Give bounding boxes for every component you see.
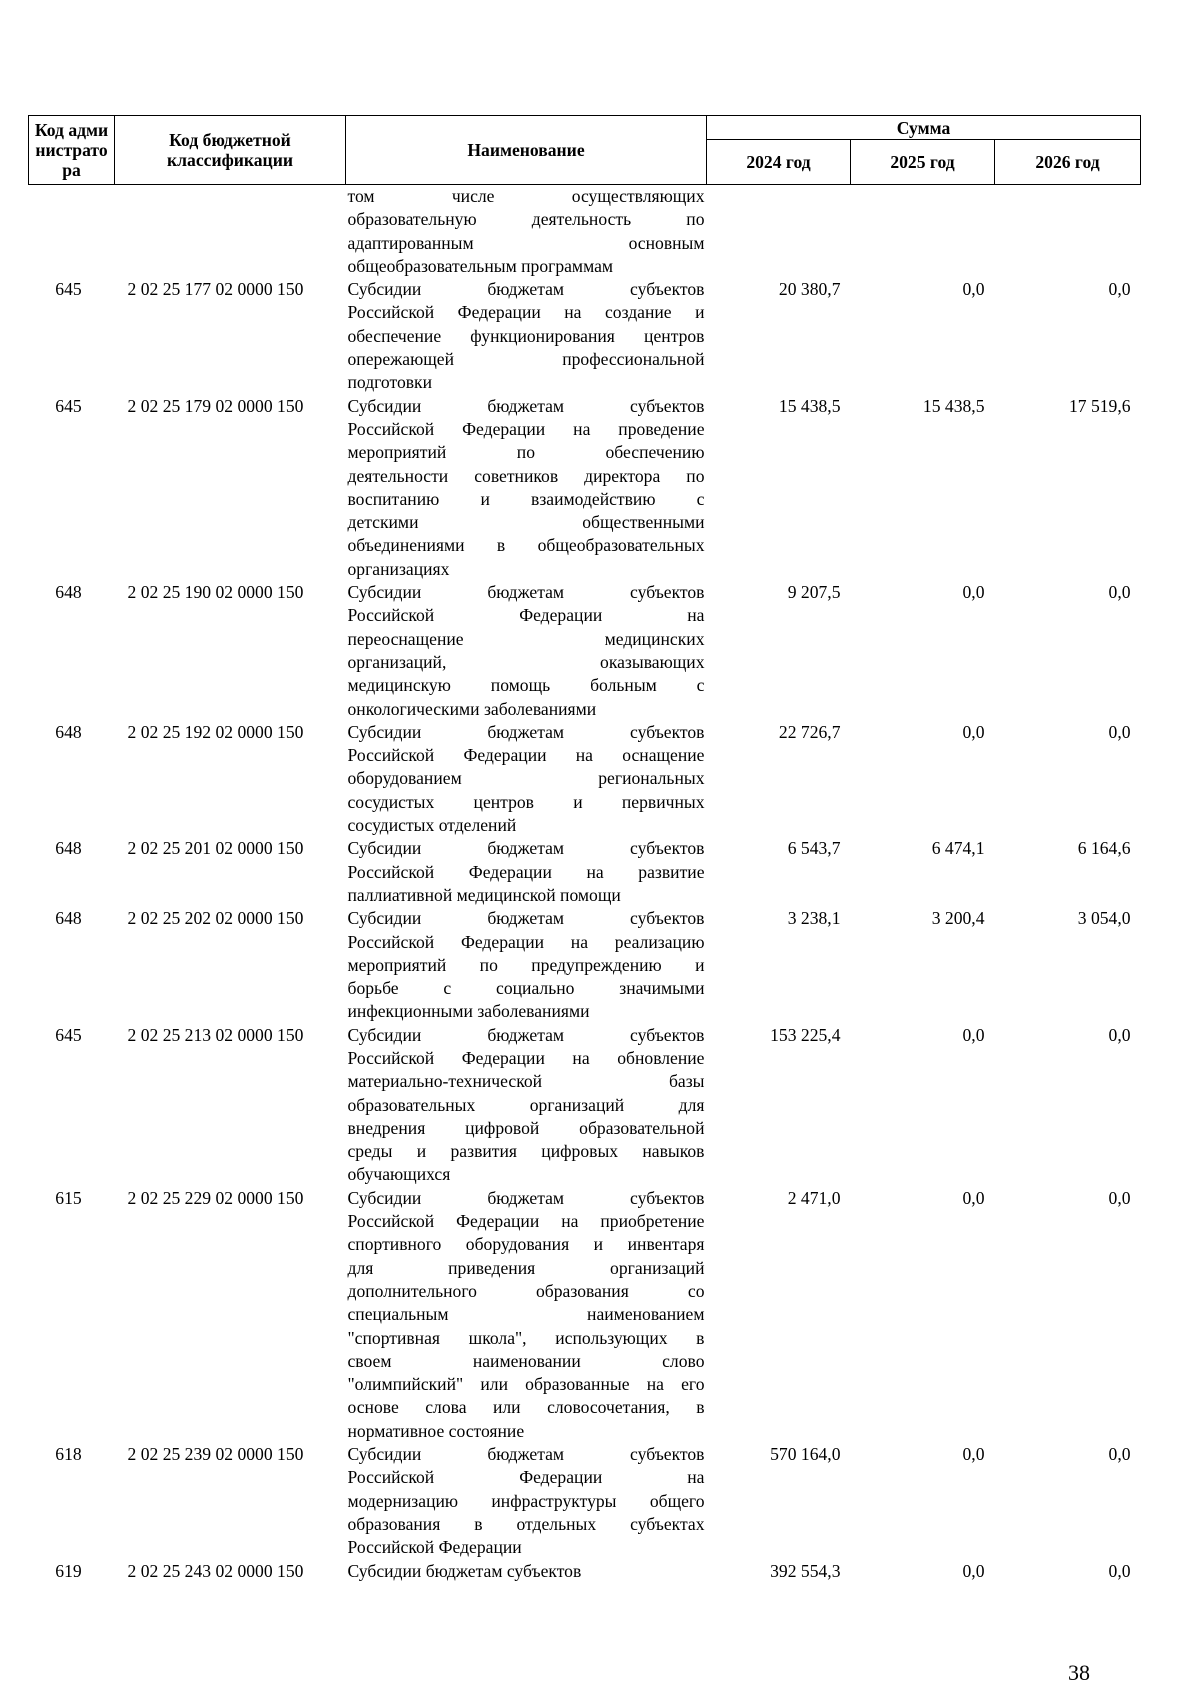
table-row <box>29 721 1141 837</box>
name-line: онкологическими заболеваниями <box>347 698 597 719</box>
name-line: Субсидии бюджетам субъектов <box>347 279 705 300</box>
name-line: Российской Федерации на развитие <box>347 861 705 882</box>
amount-2026-cell: 3 054,0 <box>1077 908 1131 929</box>
name-cell <box>346 837 707 907</box>
budget-code-cell: 2 02 25 213 02 0000 150 <box>127 1024 304 1045</box>
budget-code-cell: 2 02 25 201 02 0000 150 <box>127 838 304 859</box>
name-cell <box>346 721 707 837</box>
name-line: Субсидии бюджетам субъектов <box>347 1444 705 1465</box>
name-line: модернизацию инфраструктуры общего <box>347 1490 705 1511</box>
name-line: основе слова или словосочетания, в <box>347 1397 705 1418</box>
admin-code-cell: 615 <box>55 1187 82 1208</box>
name-line: инфекционными заболеваниями <box>347 1001 590 1022</box>
name-line: обеспечение функционирования центров <box>347 325 705 346</box>
name-line: Субсидии бюджетам субъектов <box>347 1560 582 1581</box>
name-line: организациях <box>347 558 450 579</box>
name-line: образования в отдельных субъектах <box>347 1513 705 1534</box>
amount-2024-cell: 570 164,0 <box>770 1444 841 1465</box>
budget-code-cell: 2 02 25 243 02 0000 150 <box>127 1560 304 1581</box>
amount-2026-cell <box>995 185 1141 279</box>
name-cell <box>346 1443 707 1559</box>
name-cell <box>346 1024 707 1187</box>
name-line: образовательных организаций для <box>347 1094 705 1115</box>
admin-code-cell: 645 <box>55 395 82 416</box>
name-line: Российской Федерации на реализацию <box>347 931 705 952</box>
name-line: Российской Федерации на приобретение <box>347 1211 705 1232</box>
amount-2024-cell: 15 438,5 <box>778 395 841 416</box>
amount-2025-cell: 0,0 <box>962 1444 985 1465</box>
name-line: мероприятий по обеспечению <box>347 442 705 463</box>
name-line: Российской Федерации на создание и <box>347 302 705 323</box>
budget-revenue-table <box>28 115 1141 1583</box>
header-year-2024: 2024 год <box>707 140 851 185</box>
admin-code-cell: 648 <box>55 838 82 859</box>
name-line: дополнительного образования со <box>347 1280 705 1301</box>
table-header <box>29 116 1141 185</box>
name-line: внедрения цифровой образовательной <box>347 1117 705 1138</box>
name-line: оборудованием региональных <box>347 768 705 789</box>
name-line: спортивного оборудования и инвентаря <box>347 1234 705 1255</box>
admin-code-cell <box>29 185 115 279</box>
name-line: переоснащение медицинских <box>347 628 705 649</box>
budget-code-cell: 2 02 25 177 02 0000 150 <box>127 279 304 300</box>
name-line: адаптированным основным <box>347 232 705 253</box>
name-line: материально-технической базы <box>347 1071 705 1092</box>
name-line: "олимпийский" или образованные на его <box>347 1374 705 1395</box>
budget-code-cell: 2 02 25 192 02 0000 150 <box>127 721 304 742</box>
name-cell <box>346 278 707 394</box>
name-line: Субсидии бюджетам субъектов <box>347 582 705 603</box>
amount-2025-cell: 3 200,4 <box>931 908 985 929</box>
header-sum: Сумма <box>707 116 1141 140</box>
table-row <box>29 1560 1141 1583</box>
header-name: Наименование <box>346 116 707 185</box>
admin-code-cell: 648 <box>55 721 82 742</box>
name-line: паллиативной медицинской помощи <box>347 884 621 905</box>
amount-2026-cell: 0,0 <box>1108 1444 1131 1465</box>
amount-2026-cell: 17 519,6 <box>1068 395 1131 416</box>
admin-code-cell: 645 <box>55 1024 82 1045</box>
name-line: Российской Федерации <box>347 1537 522 1558</box>
name-cell <box>346 395 707 581</box>
name-line: сосудистых центров и первичных <box>347 791 705 812</box>
table-row <box>29 185 1141 279</box>
amount-2024-cell: 20 380,7 <box>778 279 841 300</box>
table-row <box>29 1187 1141 1443</box>
name-cell <box>346 1560 707 1583</box>
name-line: медицинскую помощь больным с <box>347 675 705 696</box>
name-cell <box>346 185 707 279</box>
admin-code-cell: 619 <box>55 1560 82 1581</box>
amount-2026-cell: 0,0 <box>1108 582 1131 603</box>
table-row <box>29 837 1141 907</box>
name-line: воспитанию и взаимодействию с <box>347 488 705 509</box>
name-line: специальным наименованием <box>347 1304 705 1325</box>
amount-2026-cell: 0,0 <box>1108 721 1131 742</box>
name-line: организаций, оказывающих <box>347 651 705 672</box>
name-line: обучающихся <box>347 1164 451 1185</box>
amount-2026-cell: 0,0 <box>1108 279 1131 300</box>
name-line: Субсидии бюджетам субъектов <box>347 1187 705 1208</box>
name-line: общеобразовательным программам <box>347 255 614 276</box>
name-line: своем наименовании слово <box>347 1350 705 1371</box>
name-line: подготовки <box>347 372 433 393</box>
budget-code-cell: 2 02 25 229 02 0000 150 <box>127 1187 304 1208</box>
amount-2025-cell: 0,0 <box>962 1024 985 1045</box>
header-year-2025: 2025 год <box>851 140 995 185</box>
name-line: среды и развития цифровых навыков <box>347 1141 705 1162</box>
name-line: нормативное состояние <box>347 1420 525 1441</box>
header-admin-code-text: Код администратора <box>34 120 109 180</box>
name-line: Российской Федерации на <box>347 605 705 626</box>
amount-2025-cell: 6 474,1 <box>931 838 985 859</box>
admin-code-cell: 618 <box>55 1444 82 1465</box>
admin-code-cell: 648 <box>55 908 82 929</box>
amount-2026-cell: 6 164,6 <box>1077 838 1131 859</box>
amount-2024-cell: 3 238,1 <box>787 908 841 929</box>
name-line: борьбе с социально значимыми <box>347 978 705 999</box>
amount-2025-cell <box>851 185 995 279</box>
name-line: Субсидии бюджетам субъектов <box>347 721 705 742</box>
name-line: Российской Федерации на проведение <box>347 418 705 439</box>
table-row <box>29 1024 1141 1187</box>
name-cell <box>346 581 707 721</box>
amount-2024-cell: 22 726,7 <box>778 721 841 742</box>
name-line: сосудистых отделений <box>347 815 517 836</box>
amount-2026-cell: 0,0 <box>1108 1560 1131 1581</box>
budget-code-cell: 2 02 25 190 02 0000 150 <box>127 582 304 603</box>
amount-2024-cell <box>707 185 851 279</box>
amount-2024-cell: 9 207,5 <box>787 582 841 603</box>
amount-2025-cell: 0,0 <box>962 1560 985 1581</box>
amount-2025-cell: 0,0 <box>962 1187 985 1208</box>
amount-2024-cell: 6 543,7 <box>787 838 841 859</box>
table-row <box>29 395 1141 581</box>
name-line: Субсидии бюджетам субъектов <box>347 908 705 929</box>
name-line: Субсидии бюджетам субъектов <box>347 838 705 859</box>
name-line: объединениями в общеобразовательных <box>347 535 705 556</box>
admin-code-cell: 645 <box>55 279 82 300</box>
amount-2024-cell: 2 471,0 <box>787 1187 841 1208</box>
amount-2025-cell: 0,0 <box>962 279 985 300</box>
amount-2026-cell: 0,0 <box>1108 1024 1131 1045</box>
admin-code-cell: 648 <box>55 582 82 603</box>
name-line: мероприятий по предупреждению и <box>347 954 705 975</box>
amount-2025-cell: 0,0 <box>962 721 985 742</box>
budget-code-cell: 2 02 25 179 02 0000 150 <box>127 395 304 416</box>
page-number: 38 <box>1068 1660 1090 1685</box>
budget-code-cell <box>115 185 346 279</box>
header-budget-code: Код бюджетной классификации <box>115 116 346 185</box>
name-line: деятельности советников директора по <box>347 465 705 486</box>
amount-2024-cell: 153 225,4 <box>770 1024 841 1045</box>
name-cell <box>346 907 707 1023</box>
amount-2025-cell: 0,0 <box>962 582 985 603</box>
table-row <box>29 581 1141 721</box>
name-line: Российской Федерации на обновление <box>347 1047 705 1068</box>
name-line: Субсидии бюджетам субъектов <box>347 1024 705 1045</box>
name-cell <box>346 1187 707 1443</box>
name-line: Российской Федерации на <box>347 1467 705 1488</box>
budget-code-cell: 2 02 25 239 02 0000 150 <box>127 1444 304 1465</box>
name-line: "спортивная школа", использующих в <box>347 1327 705 1348</box>
name-line: образовательную деятельность по <box>347 209 705 230</box>
header-admin-code <box>29 116 115 185</box>
budget-code-cell: 2 02 25 202 02 0000 150 <box>127 908 304 929</box>
table-body <box>29 185 1141 1583</box>
name-line: Российской Федерации на оснащение <box>347 745 705 766</box>
table-row <box>29 278 1141 394</box>
name-line: том числе осуществляющих <box>347 186 705 206</box>
amount-2025-cell: 15 438,5 <box>922 395 985 416</box>
name-line: Субсидии бюджетам субъектов <box>347 395 705 416</box>
name-line: опережающей профессиональной <box>347 349 705 370</box>
header-year-2026: 2026 год <box>995 140 1141 185</box>
amount-2024-cell: 392 554,3 <box>770 1560 841 1581</box>
table-row <box>29 907 1141 1023</box>
table-row <box>29 1443 1141 1559</box>
amount-2026-cell: 0,0 <box>1108 1187 1131 1208</box>
name-line: детскими общественными <box>347 512 705 533</box>
name-line: для приведения организаций <box>347 1257 705 1278</box>
